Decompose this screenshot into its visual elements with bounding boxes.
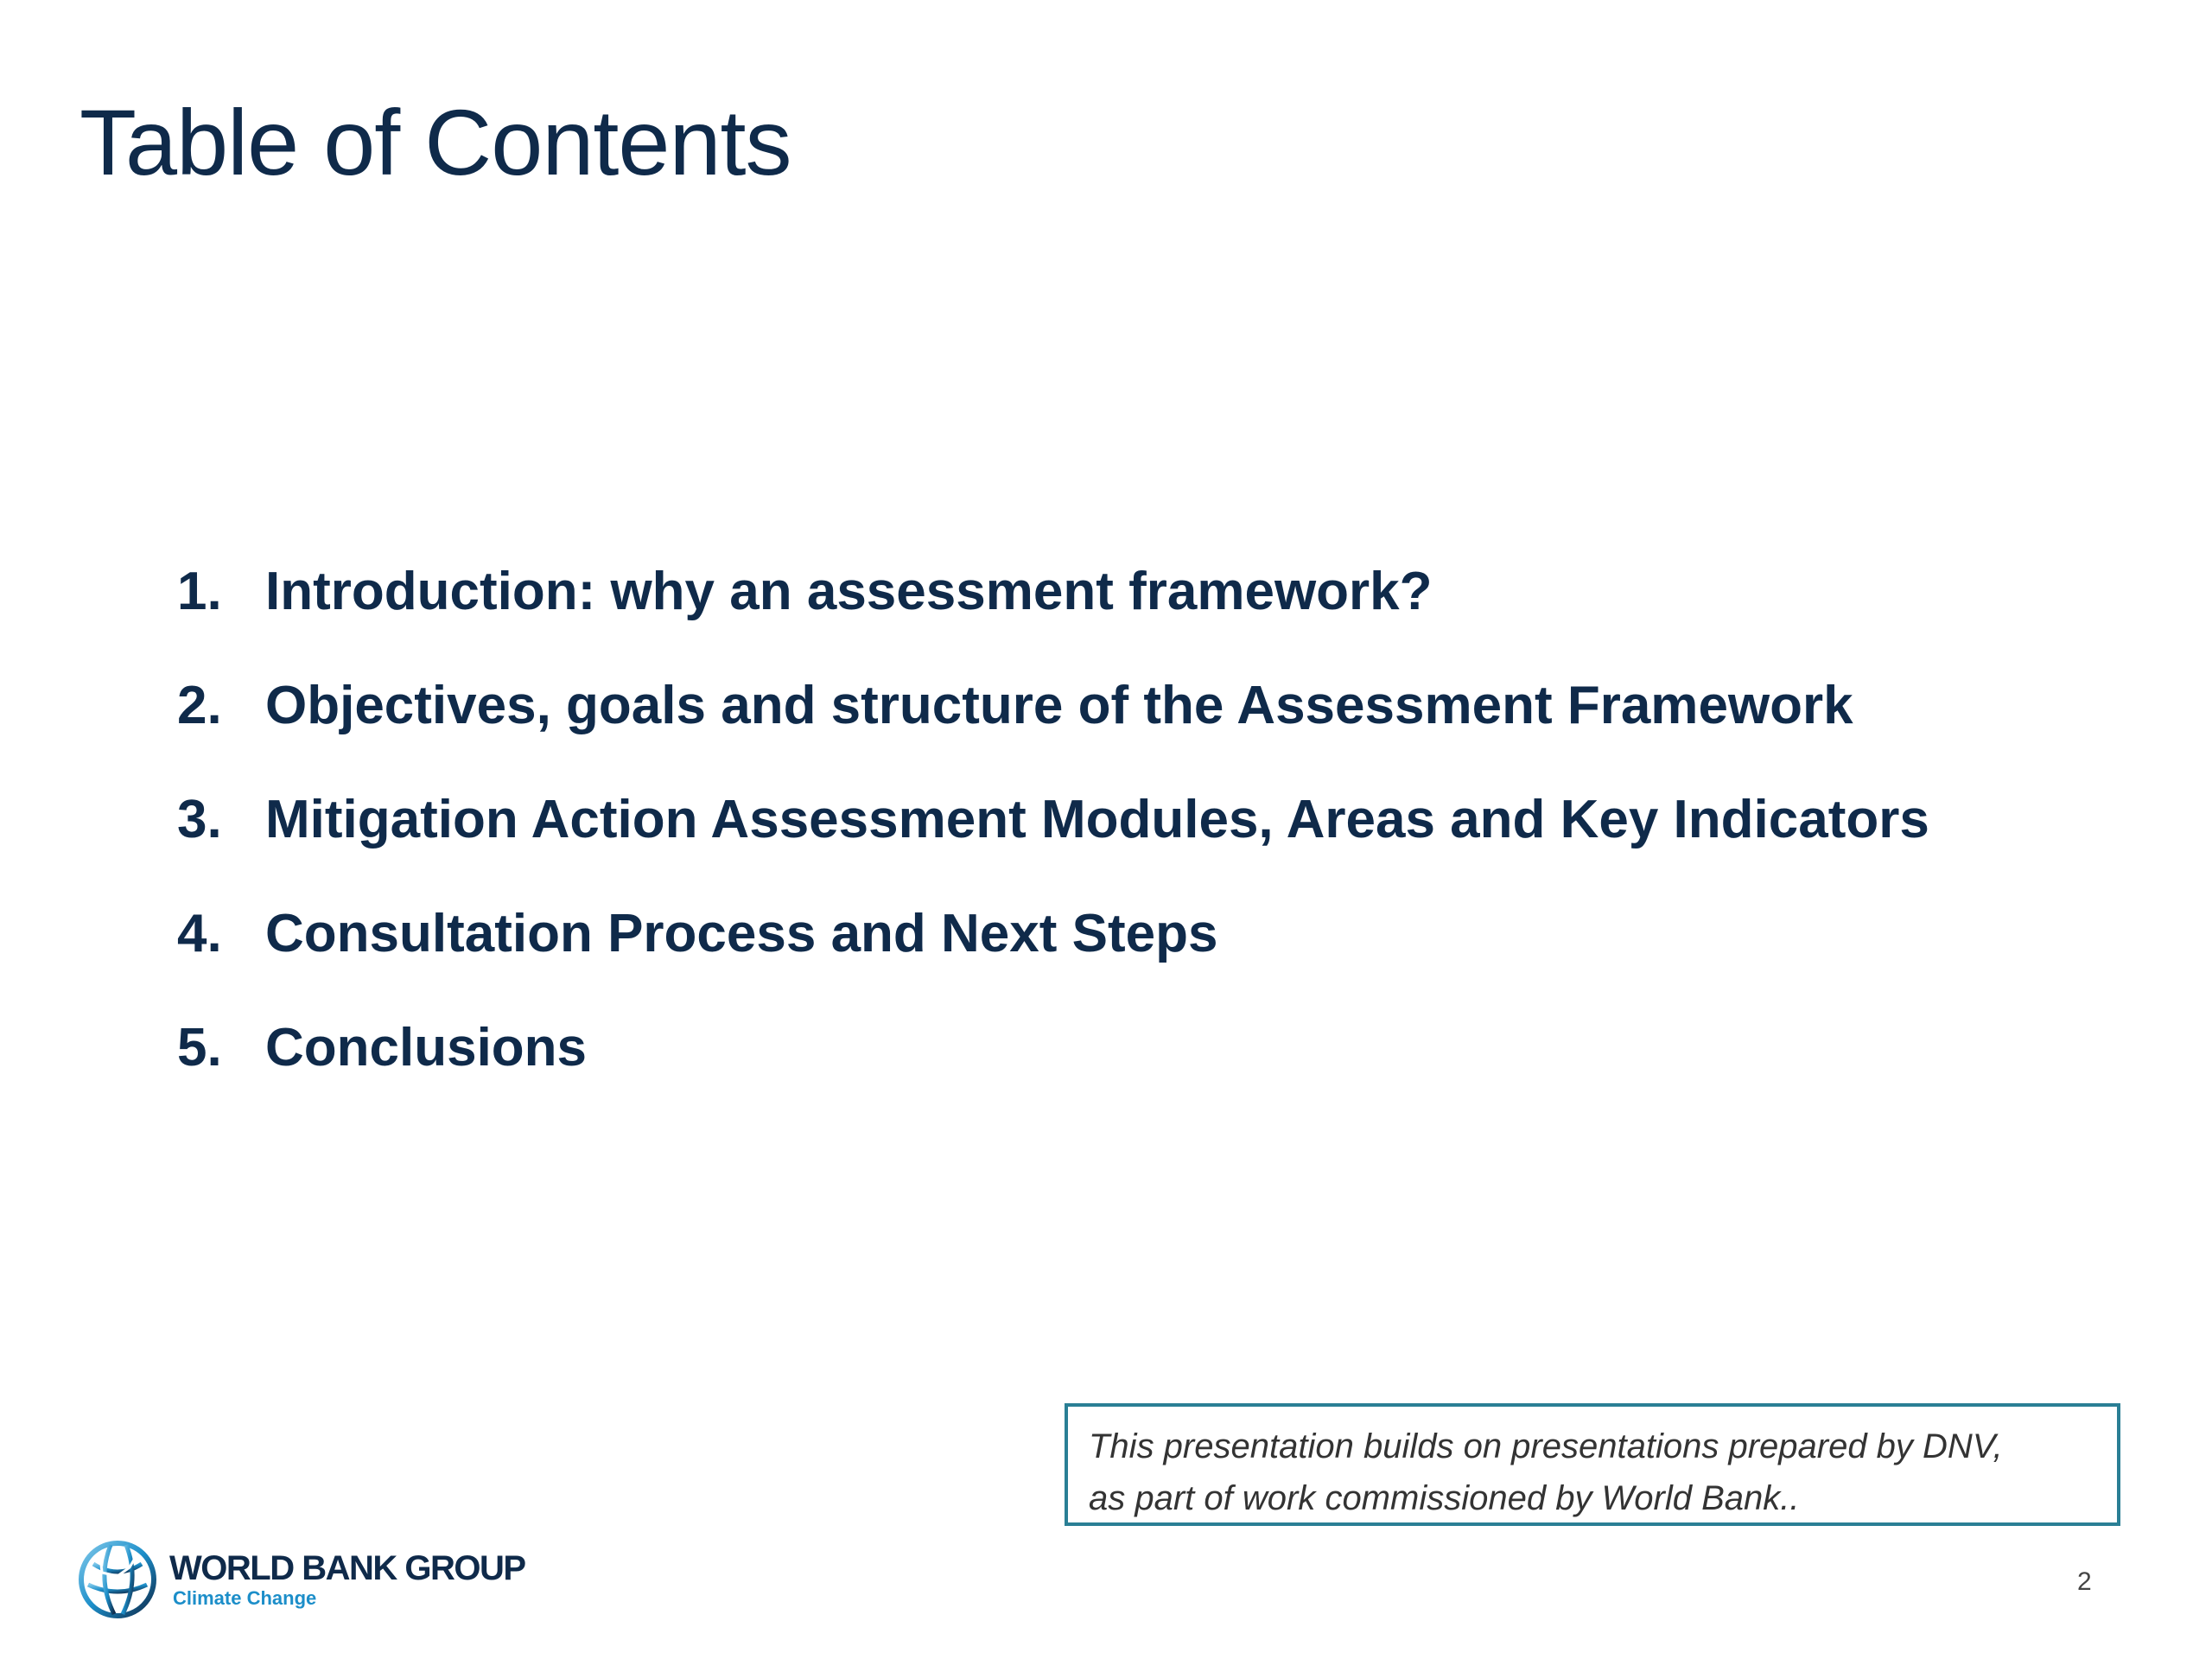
logo-main-text: WORLD BANK GROUP — [169, 1549, 525, 1587]
world-bank-group-logo — [76, 1538, 525, 1621]
toc-item-number: 2. — [177, 676, 222, 735]
toc-item-5 — [177, 1014, 1929, 1128]
toc-item-2 — [177, 671, 1929, 785]
toc-item-label: Mitigation Action Assessment Modules, Areas and Key Indicators — [265, 790, 1929, 849]
logo-wordmark — [169, 1549, 525, 1610]
attribution-note-line-1: This presentation builds on presentations prepared by DNV, — [1089, 1427, 2003, 1465]
table-of-contents-list — [177, 557, 1929, 1128]
toc-item-label: Consultation Process and Next Steps — [265, 904, 1218, 963]
toc-item-label: Conclusions — [265, 1018, 588, 1077]
toc-item-4 — [177, 899, 1929, 1014]
toc-item-label: Objectives, goals and structure of the Assessment Framework — [265, 676, 1853, 735]
toc-item-number: 3. — [177, 790, 222, 849]
slide-title: Table of Contents — [79, 90, 791, 194]
attribution-note-box — [1065, 1403, 2120, 1526]
toc-item-label: Introduction: why an assessment framework? — [265, 562, 1433, 621]
toc-item-1 — [177, 557, 1929, 671]
attribution-note-line-2: as part of work commissioned by World Bank.. — [1089, 1479, 1800, 1517]
toc-item-3 — [177, 785, 1929, 899]
globe-icon — [76, 1538, 159, 1621]
toc-item-number: 5. — [177, 1018, 222, 1077]
logo-sub-text: Climate Change — [173, 1587, 317, 1609]
page-number: 2 — [2077, 1567, 2092, 1596]
toc-item-number: 4. — [177, 904, 222, 963]
toc-item-number: 1. — [177, 562, 222, 621]
